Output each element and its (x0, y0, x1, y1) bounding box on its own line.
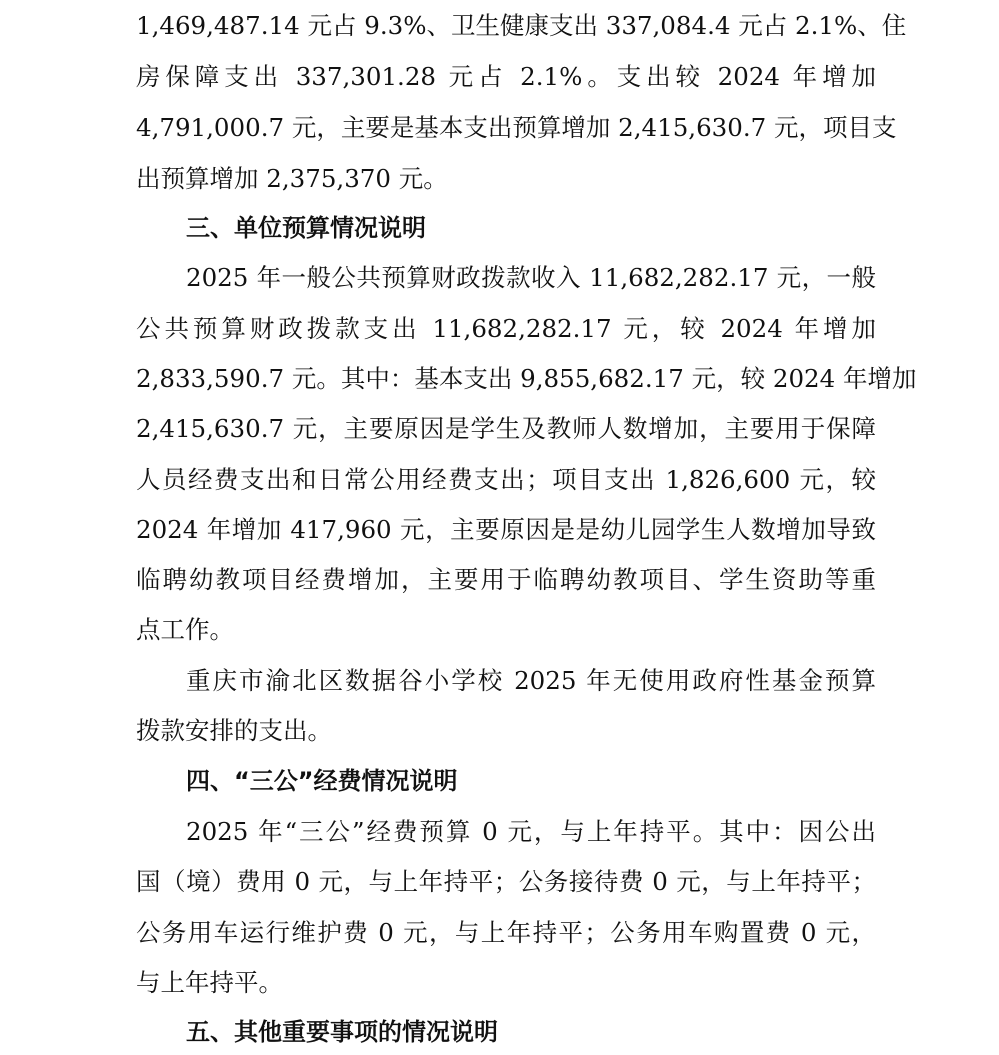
body-text-line: 临聘幼教项目经费增加，主要用于临聘幼教项目、学生资助等重 (136, 565, 876, 594)
body-text-line: 出预算增加 2,375,370 元。 (136, 164, 448, 193)
paragraph-first-line: 重庆市渝北区数据谷小学校 2025 年无使用政府性基金预算 (186, 666, 876, 695)
paragraph-first-line: 2025 年一般公共预算财政拨款收入 11,682,282.17 元，一般 (186, 263, 876, 292)
body-text-line: 1,469,487.14 元占 9.3%、卫生健康支出 337,084.4 元占 2.1%、住 (136, 11, 907, 40)
section-heading: 三、单位预算情况说明 (186, 214, 426, 242)
section-heading: 四、“三公”经费情况说明 (186, 767, 458, 795)
body-text-line: 人员经费支出和日常公用经费支出；项目支出 1,826,600 元，较 (136, 465, 876, 494)
body-text-line: 拨款安排的支出。 (136, 716, 332, 745)
body-text-line: 2,415,630.7 元，主要原因是学生及教师人数增加，主要用于保障 (136, 414, 876, 443)
body-text-line: 与上年持平。 (136, 968, 283, 997)
paragraph-first-line: 2025 年“三公”经费预算 0 元，与上年持平。其中：因公出 (186, 817, 876, 846)
body-text-line: 公共预算财政拨款支出 11,682,282.17 元，较 2024 年增加 (136, 314, 876, 343)
body-text-line: 2,833,590.7 元。其中：基本支出 9,855,682.17 元，较 2024 年增加 (136, 364, 917, 393)
body-text-line: 4,791,000.7 元，主要是基本支出预算增加 2,415,630.7 元，项目支 (136, 113, 897, 142)
body-text-line: 2024 年增加 417,960 元，主要原因是是幼儿园学生人数增加导致 (136, 515, 876, 544)
body-text-line: 房保障支出 337,301.28 元占 2.1%。支出较 2024 年增加 (136, 62, 876, 91)
section-heading: 五、其他重要事项的情况说明 (186, 1018, 498, 1046)
body-text-line: 公务用车运行维护费 0 元，与上年持平；公务用车购置费 0 元， (136, 918, 876, 947)
body-text-line: 点工作。 (136, 615, 234, 644)
body-text-line: 国（境）费用 0 元，与上年持平；公务接待费 0 元，与上年持平； (136, 867, 876, 896)
